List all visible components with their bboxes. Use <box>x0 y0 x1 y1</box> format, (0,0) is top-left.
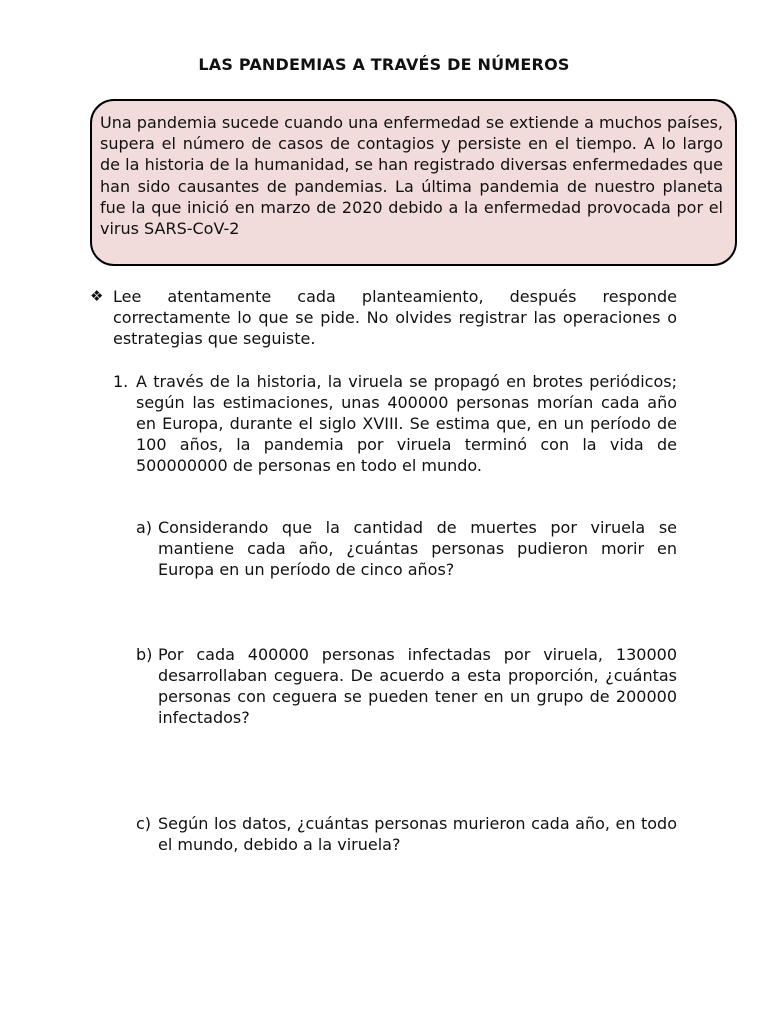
diamond-bullet-icon: ❖ <box>90 287 104 305</box>
question-text: Por cada 400000 personas infectadas por viruela, 130000 desarrollaban ceguera. De acuerdo a esta proporción, ¿cuántas personas con ceguera se pueden tener en un grupo de 200000 infectados? <box>158 645 677 727</box>
problem-number: 1. <box>113 372 129 391</box>
intro-callout-box <box>90 99 737 266</box>
question-a <box>136 517 677 580</box>
question-text: Según los datos, ¿cuántas personas murieron cada año, en todo el mundo, debido a la viruela? <box>158 814 677 854</box>
question-c <box>136 813 677 855</box>
question-b <box>136 644 677 728</box>
instruction-text: Lee atentamente cada planteamiento, después responde correctamente lo que se pide. No olvides registrar las operaciones o estrategias que seguiste. <box>113 287 677 348</box>
question-letter: c) <box>136 814 152 833</box>
question-text: Considerando que la cantidad de muertes por viruela se mantiene cada año, ¿cuántas personas pudieron morir en Europa en un período de cinco años? <box>158 518 677 579</box>
question-letter: a) <box>136 518 153 537</box>
problem-1 <box>113 371 677 476</box>
instruction-block <box>90 286 677 349</box>
page-title: LAS PANDEMIAS A TRAVÉS DE NÚMEROS <box>198 55 570 74</box>
question-letter: b) <box>136 645 153 664</box>
problem-text: A través de la historia, la viruela se propagó en brotes periódicos; según las estimaciones, unas 400000 personas morían cada año en Europa, durante el siglo XVIII. Se estima que, en un período de 100 años, la pandemia por viruela terminó con la vida de 500000000 de personas en todo el mundo. <box>136 372 677 475</box>
intro-paragraph: Una pandemia sucede cuando una enfermedad se extiende a muchos países, supera el número de casos de contagios y persiste en el tiempo. A lo largo de la historia de la humanidad, se han registrado diversas enfermedades que han sido causantes de pandemias. La última pandemia de nuestro planeta fue la que inició en marzo de 2020 debido a la enfermedad provocada por el virus SARS-CoV-2 <box>100 113 723 239</box>
